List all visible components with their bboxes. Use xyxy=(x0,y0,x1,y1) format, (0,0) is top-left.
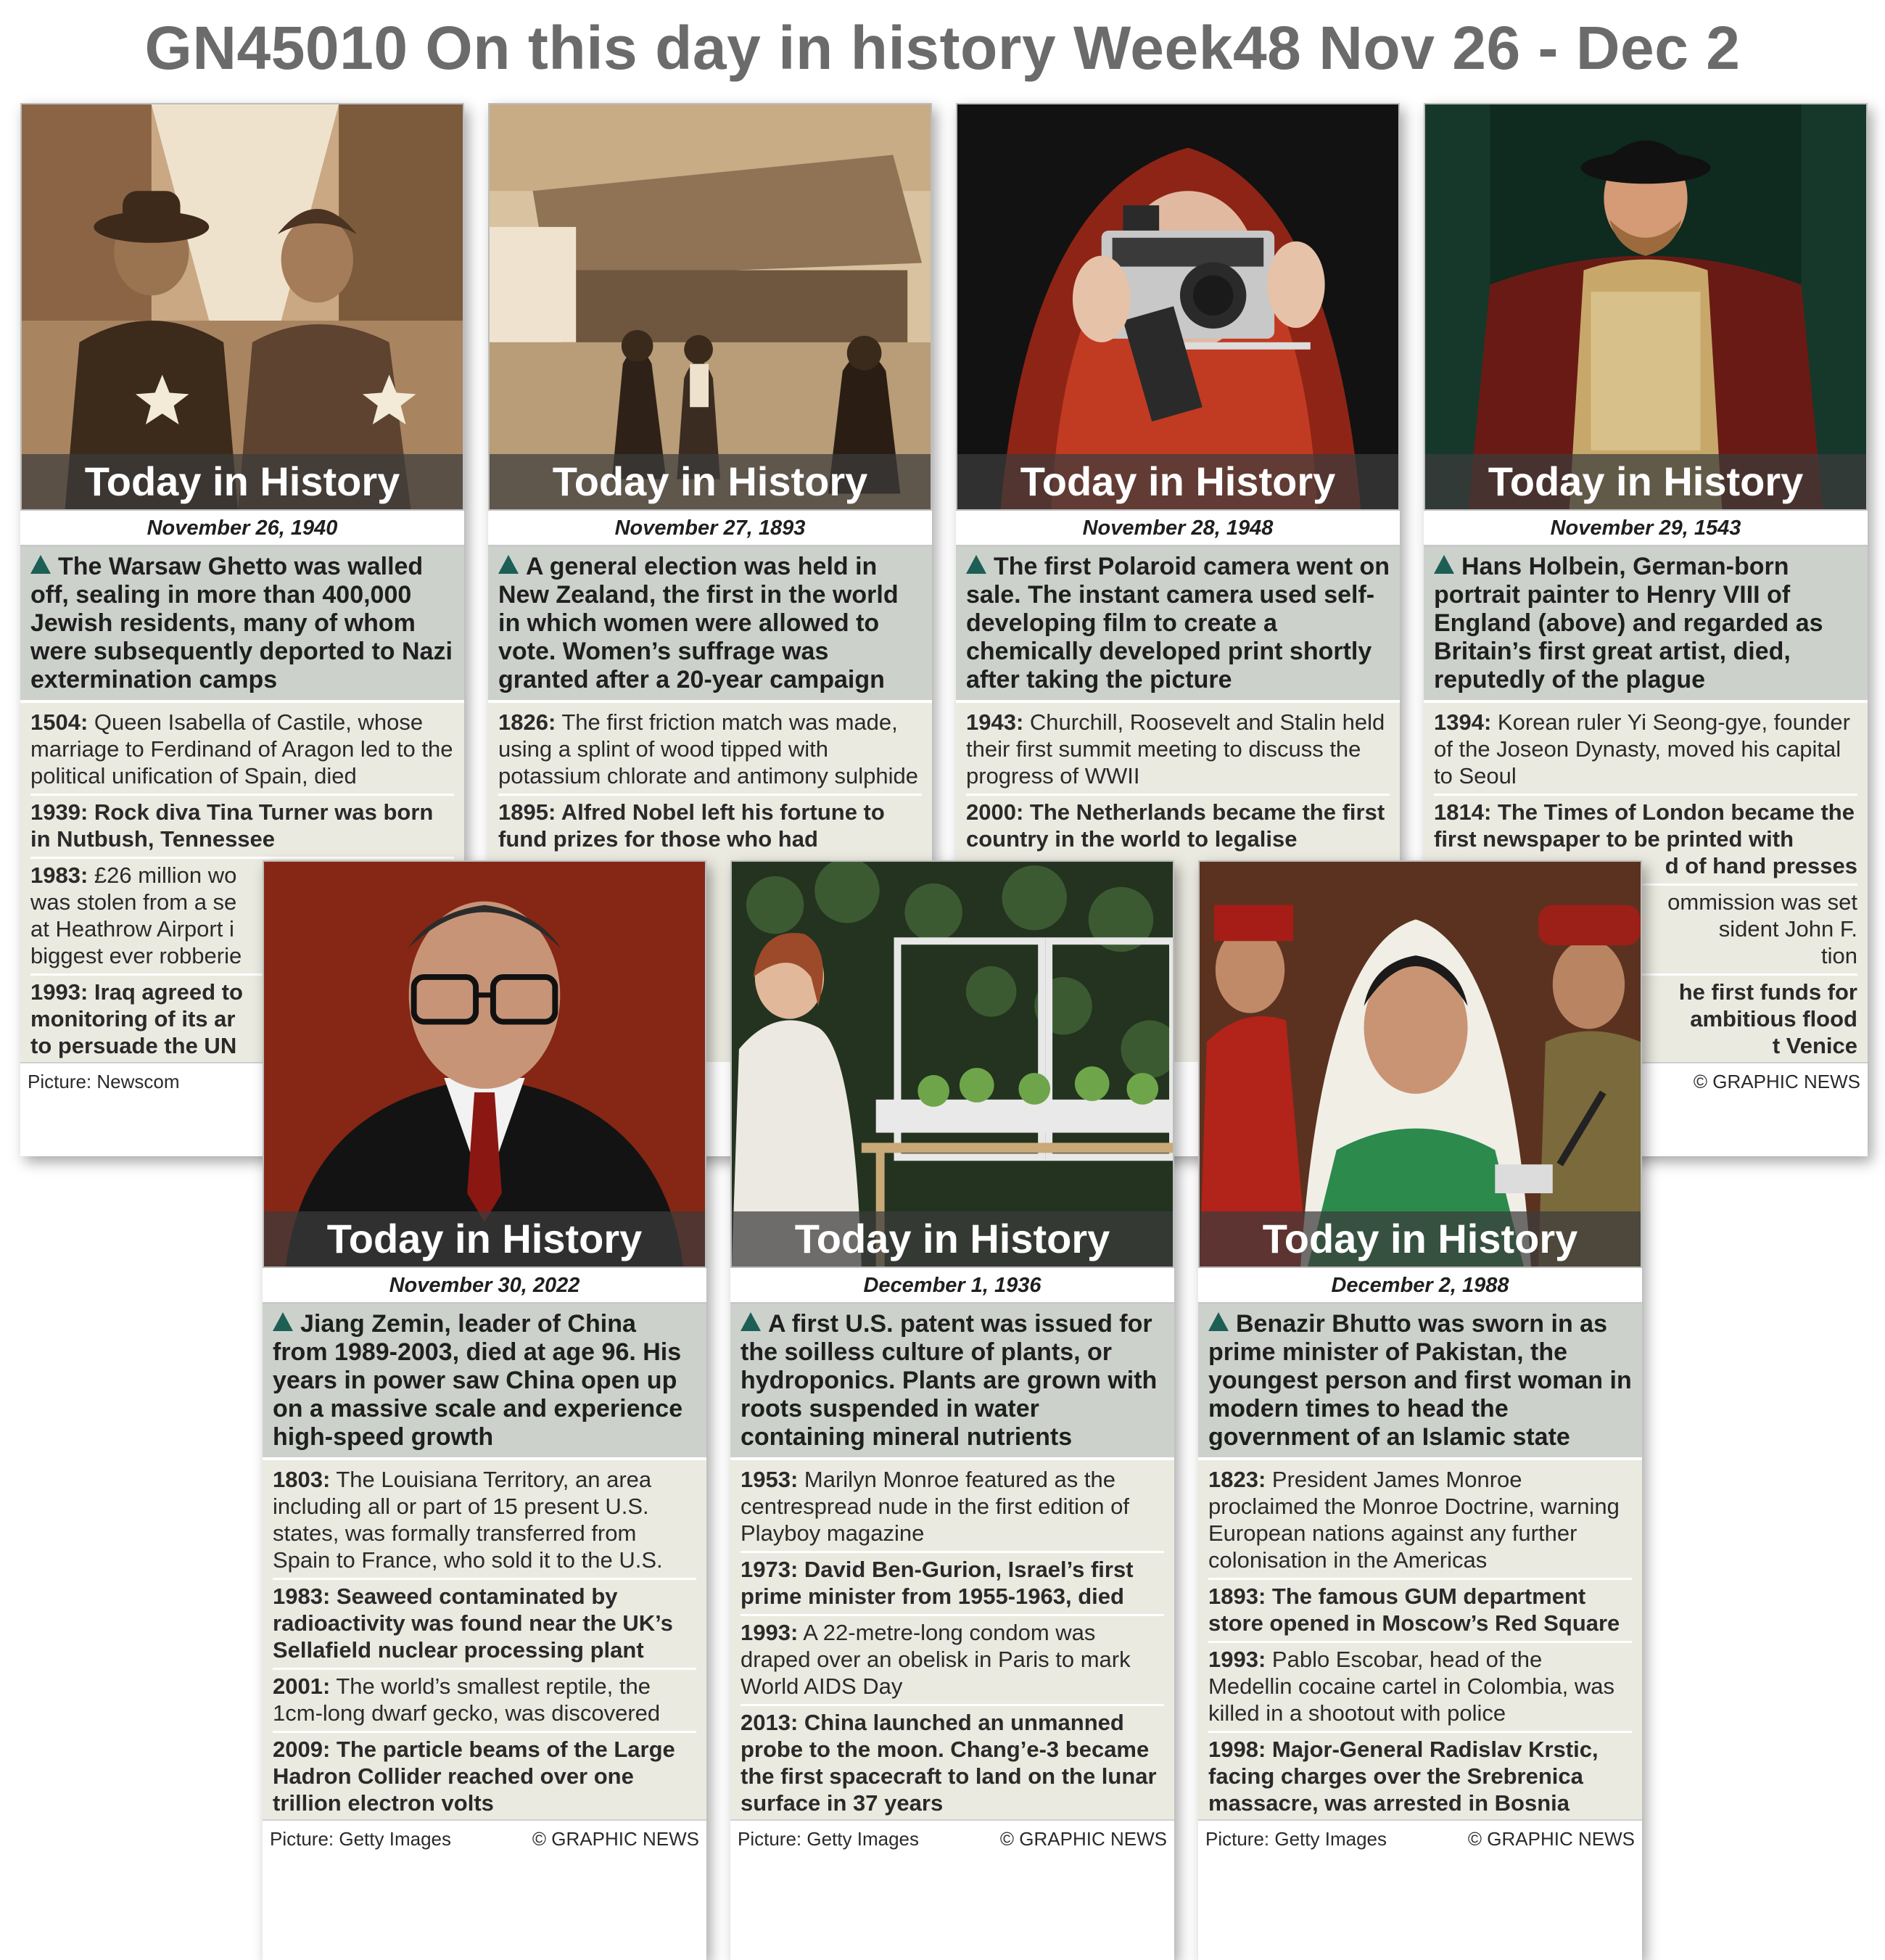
main-event xyxy=(956,547,1400,703)
event-year: 2001: xyxy=(273,1673,331,1699)
event-item xyxy=(273,1733,696,1819)
event-item xyxy=(741,1616,1164,1706)
event-text: The Netherlands became the first country in the world to legalise xyxy=(966,799,1385,852)
photo-hydroponics xyxy=(730,860,1174,1268)
event-item xyxy=(273,1670,696,1733)
event-text: The world’s smallest reptile, the 1cm-long dwarf gecko, was discovered xyxy=(273,1673,661,1726)
event-year: 1983: xyxy=(273,1584,331,1609)
event-text: ommission was set xyxy=(1667,889,1857,915)
event-text: The famous GUM department store opened in Moscow’s Red Square xyxy=(1208,1584,1620,1636)
today-in-history-label: Today in History xyxy=(1488,458,1804,504)
photo-nz-polling-booth xyxy=(488,103,932,511)
event-text: The particle beams of the Large Hadron Collider reached over one trillion electron volts xyxy=(273,1737,675,1816)
event-year: 1504: xyxy=(30,709,88,735)
event-text: Queen Isabella of Castile, whose marriage to Ferdinand of Aragon led to the political unification of Spain, died xyxy=(30,709,453,788)
event-year: 1993: xyxy=(1208,1647,1266,1672)
event-year: 1826: xyxy=(498,709,556,735)
triangle-marker-icon xyxy=(1434,555,1454,574)
event-text: sident John F. xyxy=(1718,916,1857,942)
main-event xyxy=(263,1304,706,1460)
main-event-text: Benazir Bhutto was sworn in as prime minister of Pakistan, the youngest person and first woman in modern times to head the government of an Islamic state xyxy=(1208,1310,1632,1451)
photo-warsaw-ghetto xyxy=(20,103,464,511)
picture-credit: Picture: Getty Images xyxy=(270,1828,451,1850)
main-event xyxy=(1198,1304,1642,1460)
card-footer xyxy=(1198,1819,1642,1857)
event-text: A 22-metre-long condom was draped over an obelisk in Paris to mark World AIDS Day xyxy=(741,1620,1131,1699)
henry-viii-painting-image xyxy=(1425,104,1866,509)
copyright: © GRAPHIC NEWS xyxy=(1467,1828,1635,1850)
event-text: biggest ever robberie xyxy=(30,943,242,968)
event-text: was stolen from a se xyxy=(30,889,237,915)
triangle-marker-icon xyxy=(1208,1312,1229,1331)
event-year: 1973: xyxy=(741,1557,799,1582)
event-item xyxy=(741,1706,1164,1819)
history-card-nov-30 xyxy=(263,860,706,1960)
main-event-text: The Warsaw Ghetto was walled off, sealing in more than 400,000 Jewish residents, many of whom were subsequently deported to Nazi extermination camps xyxy=(30,553,453,693)
event-date: November 29, 1543 xyxy=(1424,511,1868,547)
event-year: 2000: xyxy=(966,799,1024,825)
event-text: Korean ruler Yi Seong-gye, founder of the Joseon Dynasty, moved his capital to Seoul xyxy=(1434,709,1850,788)
event-date: November 26, 1940 xyxy=(20,511,464,547)
event-text: tion xyxy=(1821,943,1857,968)
event-date: November 28, 1948 xyxy=(956,511,1400,547)
event-text: Alfred Nobel left his fortune to fund prizes for those who had xyxy=(498,799,885,852)
event-year: 1895: xyxy=(498,799,556,825)
jiang-zemin-portrait-image xyxy=(264,862,705,1267)
event-text: The Louisiana Territory, an area including all or part of 15 present U.S. states, was formally transferred from Spain to France, who sold it to the U.S. xyxy=(273,1467,663,1573)
event-item xyxy=(30,706,454,796)
event-text: Major-General Radislav Krstic, facing charges over the Srebrenica massacre, was arrested in Bosnia xyxy=(1208,1737,1599,1816)
main-event xyxy=(730,1304,1174,1460)
other-events-list xyxy=(263,1460,706,1819)
event-text: Churchill, Roosevelt and Stalin held their first summit meeting to discuss the progress of WWII xyxy=(966,709,1385,788)
event-item xyxy=(273,1463,696,1580)
event-year: 1998: xyxy=(1208,1737,1266,1762)
event-text: £26 million wo xyxy=(88,862,237,888)
event-item xyxy=(1434,706,1857,796)
main-event-text: The first Polaroid camera went on sale. The instant camera used self-developing film to create a chemically developed print shortly after taking the picture xyxy=(966,553,1390,693)
event-text: at Heathrow Airport i xyxy=(30,916,234,942)
event-text: ambitious flood xyxy=(1690,1006,1857,1032)
main-event-text: Jiang Zemin, leader of China from 1989-2003, died at age 96. His years in power saw China open up on a massive scale and experience high-speed growth xyxy=(273,1310,683,1451)
card-footer xyxy=(263,1819,706,1857)
event-item xyxy=(966,706,1390,796)
picture-credit: Picture: Getty Images xyxy=(738,1828,919,1850)
event-text: China launched an unmanned probe to the moon. Chang’e-3 became the first spacecraft to land on the lunar surface in 37 years xyxy=(741,1710,1157,1816)
copyright: © GRAPHIC NEWS xyxy=(532,1828,699,1850)
event-item xyxy=(30,796,454,859)
photo-jiang-zemin xyxy=(263,860,706,1268)
event-year: 1993: xyxy=(30,979,88,1005)
benazir-bhutto-image xyxy=(1200,862,1641,1267)
picture-credit: Picture: Newscom xyxy=(28,1071,180,1092)
triangle-marker-icon xyxy=(498,555,519,574)
main-event xyxy=(20,547,464,703)
sepia-street-couple-image xyxy=(22,104,463,509)
history-card-dec-2 xyxy=(1198,860,1642,1960)
event-item xyxy=(498,706,922,796)
event-text: to persuade the UN xyxy=(30,1033,237,1058)
event-text: The first friction match was made, using a splint of wood tipped with potassium chlorate and antimony sulphide xyxy=(498,709,919,788)
card-footer xyxy=(730,1819,1174,1857)
event-text: he first funds for xyxy=(1678,979,1857,1005)
hydroponics-garden-image xyxy=(732,862,1173,1267)
event-year: 1953: xyxy=(741,1467,799,1492)
event-year: 1943: xyxy=(966,709,1024,735)
event-item xyxy=(273,1580,696,1670)
triangle-marker-icon xyxy=(30,555,51,574)
event-text: Marilyn Monroe featured as the centrespread nude in the first edition of Playboy magazine xyxy=(741,1467,1129,1546)
today-in-history-label: Today in History xyxy=(84,458,400,504)
today-in-history-label: Today in History xyxy=(552,458,868,504)
event-text: t Venice xyxy=(1772,1033,1857,1058)
event-item xyxy=(1208,1643,1632,1733)
triangle-marker-icon xyxy=(966,555,986,574)
event-item xyxy=(741,1553,1164,1616)
event-year: 1993: xyxy=(741,1620,799,1645)
today-in-history-label: Today in History xyxy=(326,1216,643,1261)
event-text: Seaweed contaminated by radioactivity was found near the UK’s Sellafield nuclear processing plant xyxy=(273,1584,673,1663)
event-text: Iraq agreed to xyxy=(88,979,243,1005)
event-year: 1814: xyxy=(1434,799,1492,825)
event-year: 1394: xyxy=(1434,709,1492,735)
event-item xyxy=(1208,1463,1632,1580)
photo-benazir-bhutto xyxy=(1198,860,1642,1268)
main-event xyxy=(1424,547,1868,703)
triangle-marker-icon xyxy=(741,1312,761,1331)
photo-polaroid-camera xyxy=(956,103,1400,511)
polaroid-camera-image xyxy=(957,104,1398,509)
event-item xyxy=(498,796,922,857)
history-card-dec-1 xyxy=(730,860,1174,1960)
event-text: monitoring of its ar xyxy=(30,1006,236,1032)
event-item xyxy=(966,796,1390,857)
event-text: President James Monroe proclaimed the Monroe Doctrine, warning European nations against any further colonisation in the Americas xyxy=(1208,1467,1620,1573)
today-in-history-label: Today in History xyxy=(1020,458,1336,504)
event-text: David Ben-Gurion, Israel’s first prime minister from 1955-1963, died xyxy=(741,1557,1134,1609)
main-event xyxy=(488,547,932,703)
today-in-history-label: Today in History xyxy=(794,1216,1110,1261)
picture-credit: Picture: Getty Images xyxy=(1205,1828,1387,1850)
event-text: Rock diva Tina Turner was born in Nutbush, Tennessee xyxy=(30,799,434,852)
event-date: December 1, 1936 xyxy=(730,1268,1174,1304)
other-events-list xyxy=(730,1460,1174,1819)
event-year: 1803: xyxy=(273,1467,331,1492)
photo-henry-viii-portrait xyxy=(1424,103,1868,511)
event-year: 2013: xyxy=(741,1710,799,1735)
event-text: d of hand presses xyxy=(1665,853,1857,878)
event-year: 1939: xyxy=(30,799,88,825)
event-date: November 30, 2022 xyxy=(263,1268,706,1304)
copyright: © GRAPHIC NEWS xyxy=(999,1828,1167,1850)
event-year: 1823: xyxy=(1208,1467,1266,1492)
event-year: 2009: xyxy=(273,1737,331,1762)
copyright: © GRAPHIC NEWS xyxy=(1693,1071,1860,1092)
event-item xyxy=(1208,1580,1632,1643)
event-year: 1983: xyxy=(30,862,88,888)
sepia-polling-booth-image xyxy=(490,104,931,509)
main-event-text: A first U.S. patent was issued for the soilless culture of plants, or hydroponics. Plants are grown with roots suspended in water containing mineral nutrients xyxy=(741,1310,1158,1451)
today-in-history-label: Today in History xyxy=(1262,1216,1578,1261)
triangle-marker-icon xyxy=(273,1312,293,1331)
event-year: 1893: xyxy=(1208,1584,1266,1609)
main-event-text: Hans Holbein, German-born portrait painter to Henry VIII of England (above) and regarded as Britain’s first great artist, died, reputedly of the plague xyxy=(1434,553,1823,693)
page-title: GN45010 On this day in history Week48 Nov 26 - Dec 2 xyxy=(144,14,1741,82)
event-item xyxy=(1208,1733,1632,1819)
other-events-list xyxy=(1198,1460,1642,1819)
event-text: The Times of London became the first newspaper to be printed with xyxy=(1434,799,1855,852)
event-text: Pablo Escobar, head of the Medellin cocaine cartel in Colombia, was killed in a shootout with police xyxy=(1208,1647,1614,1726)
event-date: December 2, 1988 xyxy=(1198,1268,1642,1304)
main-event-text: A general election was held in New Zealand, the first in the world in which women were allowed to vote. Women’s suffrage was granted after a 20-year campaign xyxy=(498,553,899,693)
event-date: November 27, 1893 xyxy=(488,511,932,547)
event-item xyxy=(741,1463,1164,1553)
